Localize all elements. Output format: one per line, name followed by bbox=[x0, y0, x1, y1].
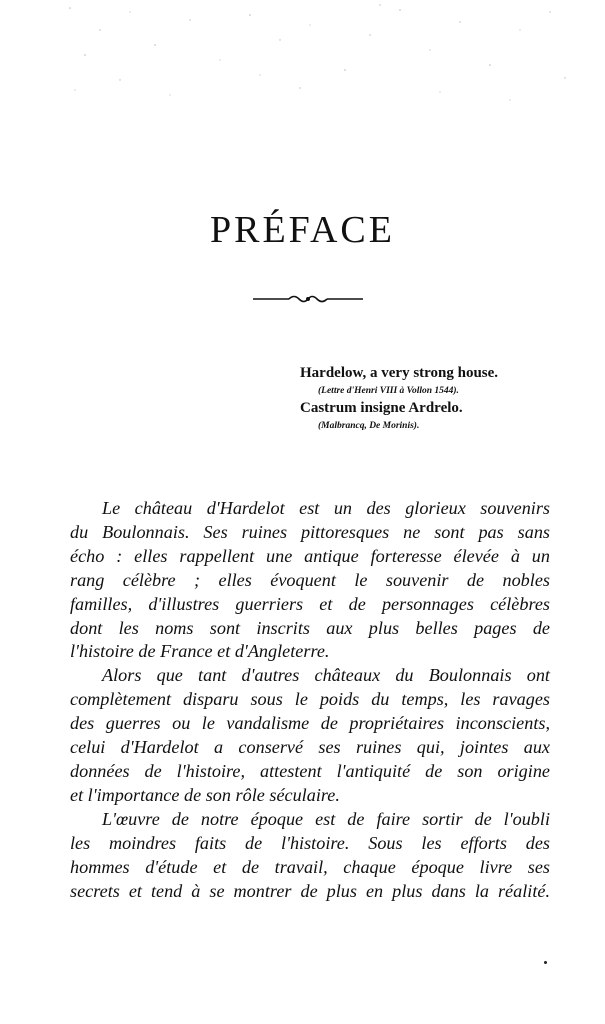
epigraph-source: (Lettre d'Henri VIII à Vollon 1544). bbox=[318, 386, 459, 396]
text-line: hommes d'étude et de travail, chaque époque livre ses bbox=[70, 856, 550, 877]
text-line: Alors que tant d'autres châteaux du Boulonnais ont bbox=[102, 665, 550, 686]
text-line: rang célèbre ; elles évoquent le souvenir de nobles bbox=[70, 569, 550, 590]
text-line: Le château d'Hardelot est un des glorieux souvenirs bbox=[102, 498, 550, 518]
epigraph-quote: Hardelow, a very strong house. bbox=[300, 365, 499, 381]
text-line: des guerres ou le vandalisme de propriétaires inconscients, bbox=[70, 713, 550, 734]
text-line: écho : elles rappellent une antique forteresse élevée à un bbox=[70, 545, 550, 566]
text-line: l'histoire de France et d'Angleterre. bbox=[70, 641, 330, 662]
paragraph bbox=[70, 664, 550, 807]
text-line: celui d'Hardelot a conservé ses ruines qui, jointes aux bbox=[70, 737, 550, 758]
scan-speckle-noise bbox=[60, 0, 580, 120]
paragraph bbox=[70, 808, 550, 904]
epigraph bbox=[300, 364, 585, 434]
text-line: complètement disparu sous le poids du temps, les ravages bbox=[70, 689, 550, 710]
text-line: et l'importance de son rôle séculaire. bbox=[70, 784, 340, 805]
epigraph-source: (Malbrancq, De Morinis). bbox=[318, 421, 420, 431]
page-title: PRÉFACE bbox=[209, 209, 395, 251]
text-line: données de l'histoire, attestent l'antiquité de son origine bbox=[70, 760, 550, 781]
paragraph bbox=[70, 497, 550, 664]
text-line: familles, d'illustres guerriers et de personnages célèbres bbox=[70, 593, 550, 614]
text-line: du Boulonnais. Ses ruines pittoresques ne sont pas sans bbox=[70, 521, 550, 542]
preface-body bbox=[70, 497, 550, 903]
decorative-rule-ornament bbox=[253, 289, 363, 309]
ink-speck bbox=[544, 961, 547, 964]
text-line: secrets et tend à se montrer de plus en plus dans la réalité. bbox=[70, 880, 550, 901]
epigraph-quote: Castrum insigne Ardrelo. bbox=[300, 400, 463, 416]
text-line: les moindres faits de l'histoire. Sous les efforts des bbox=[70, 832, 550, 853]
text-line: dont les noms sont inscrits aux plus belles pages de bbox=[70, 617, 550, 638]
text-line: L'œuvre de notre époque est de faire sortir de l'oubli bbox=[102, 808, 550, 829]
